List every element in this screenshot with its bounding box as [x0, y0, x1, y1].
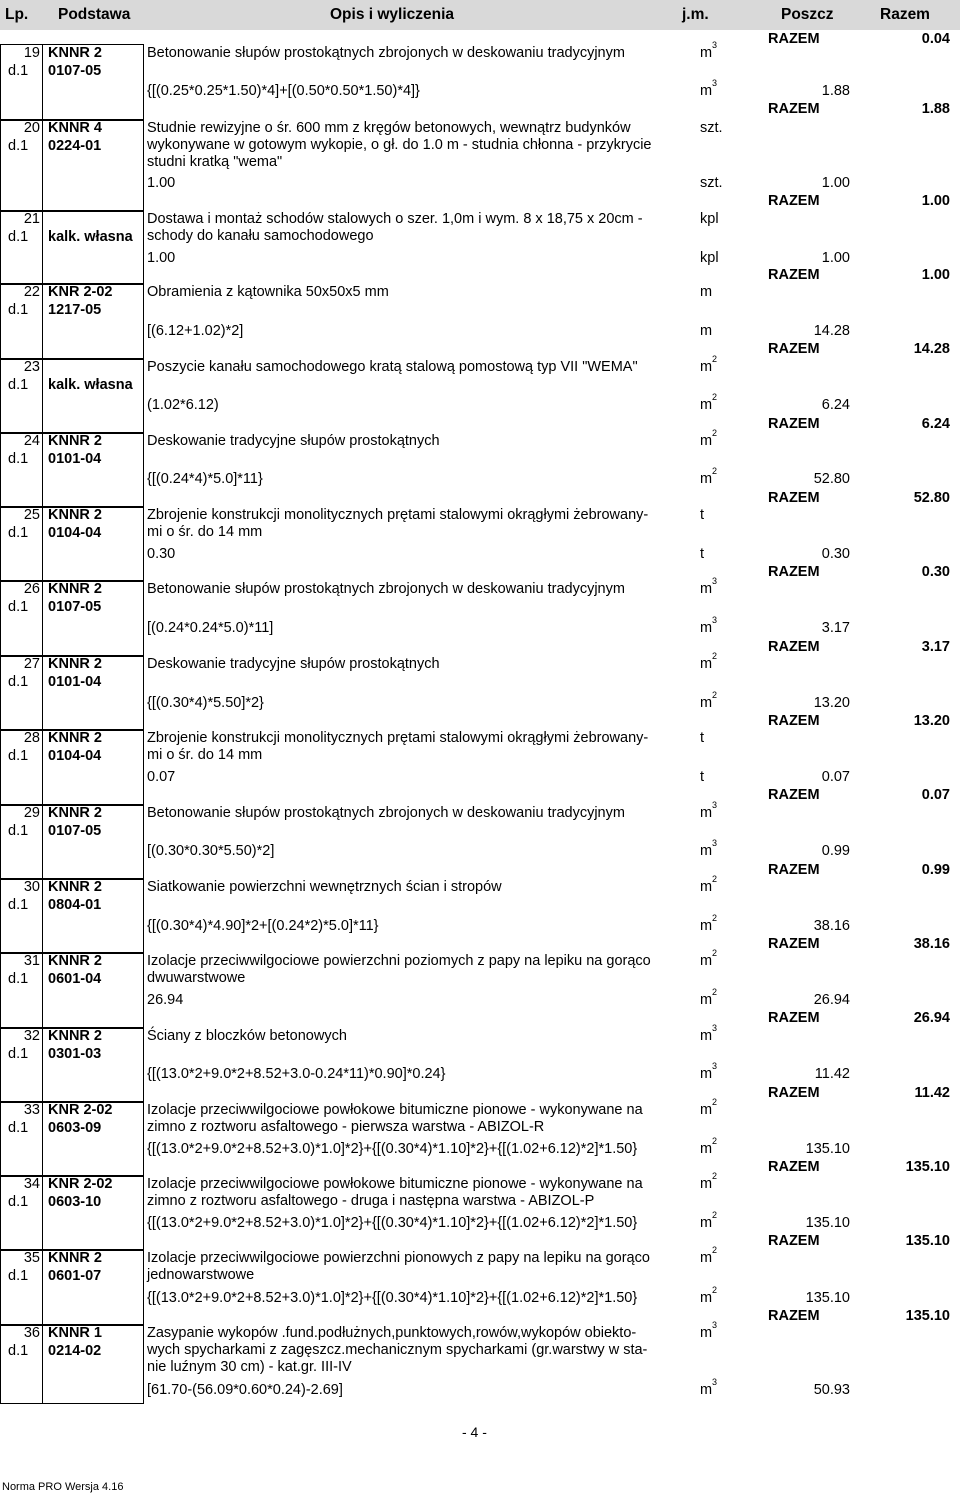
- row-divider: [42, 1027, 43, 1103]
- item-number: 23: [23, 359, 40, 375]
- item-description: schody do kanału samochodowego: [147, 228, 374, 244]
- calc-unit: kpl: [700, 250, 719, 266]
- item-subnumber: d.1: [8, 897, 29, 913]
- item-unit: m: [700, 45, 713, 61]
- item-calculation: {[(13.0*2+9.0*2+8.52+3.0)*1.0]*2}+{[(0.30*4)*1.10]*2}+{[(1.02+6.12)*2]*1.50}: [147, 1215, 638, 1231]
- item-poszcz: 135.10: [805, 1215, 850, 1231]
- razem-value: 135.10: [905, 1159, 950, 1175]
- razem-label: RAZEM: [768, 101, 820, 117]
- row-divider: [42, 729, 43, 806]
- row-divider: [42, 580, 43, 657]
- row-divider: [143, 729, 144, 806]
- razem-label: RAZEM: [768, 787, 820, 803]
- row-divider: [42, 878, 43, 954]
- row-divider: [143, 580, 144, 657]
- razem-value: 1.88: [921, 101, 950, 117]
- item-unit: m: [700, 1028, 713, 1044]
- item-description: mi o śr. do 14 mm: [147, 747, 263, 763]
- item-calculation: 0.30: [147, 546, 176, 562]
- row-divider: [143, 952, 144, 1029]
- item-poszcz: 38.16: [813, 918, 850, 934]
- item-description: Betonowanie słupów prostokątnych zbrojonych w deskowaniu tradycyjnym: [147, 581, 625, 597]
- item-description: jednowarstwowe: [147, 1267, 255, 1283]
- calc-unit: m: [700, 323, 713, 339]
- item-basis-number: 0214-02: [48, 1343, 102, 1359]
- razem-label: RAZEM: [768, 267, 820, 283]
- item-unit: m: [700, 284, 713, 300]
- razem-label: RAZEM: [768, 564, 820, 580]
- row-divider: [42, 1324, 43, 1404]
- item-description: mi o śr. do 14 mm: [147, 524, 263, 540]
- item-description: zimno z roztworu asfaltowego - pierwsza warstwa - ABIZOL-R: [147, 1119, 545, 1135]
- item-basis-code: KNNR 2: [48, 656, 102, 672]
- row-bottom-border: [0, 1403, 144, 1404]
- item-subnumber: d.1: [8, 599, 29, 615]
- razem-label: RAZEM: [768, 416, 820, 432]
- row-divider: [42, 1101, 43, 1177]
- item-subnumber: d.1: [8, 748, 29, 764]
- item-poszcz: 135.10: [805, 1290, 850, 1306]
- item-number: 34: [23, 1176, 40, 1192]
- razem-label: RAZEM: [768, 490, 820, 506]
- row-divider: [143, 655, 144, 731]
- calc-unit: m: [700, 918, 713, 934]
- razem-label: RAZEM: [768, 862, 820, 878]
- item-description: Zasypanie wykopów .fund.podłużnych,punktowych,rowów,wykopów obiekto-: [147, 1325, 637, 1341]
- item-basis-number: 0101-04: [48, 451, 102, 467]
- item-calculation: {[(13.0*2+9.0*2+8.52+3.0-0.24*11)*0.90]*0.24}: [147, 1066, 446, 1082]
- item-basis-number: 0101-04: [48, 674, 102, 690]
- item-description: Zbrojenie konstrukcji monolitycznych prętami stalowymi okrągłymi żebrowany-: [147, 730, 649, 746]
- item-calculation: [61.70-(56.09*0.60*0.24)-2.69]: [147, 1382, 343, 1398]
- header-lp: Lp.: [5, 6, 29, 23]
- item-basis-code: KNR 2-02: [48, 1102, 113, 1118]
- row-divider: [143, 1175, 144, 1251]
- item-number: 19: [23, 45, 40, 61]
- item-number: 26: [23, 581, 40, 597]
- item-poszcz: 14.28: [813, 323, 850, 339]
- item-poszcz: 0.99: [821, 843, 850, 859]
- item-subnumber: d.1: [8, 302, 29, 318]
- item-unit: m: [700, 1250, 713, 1266]
- item-description: Deskowanie tradycyjne słupów prostokątnych: [147, 656, 440, 672]
- page-number: - 4 -: [462, 1424, 487, 1440]
- item-basis-number: 0107-05: [48, 599, 102, 615]
- razem-value: 0.99: [921, 862, 950, 878]
- row-divider: [143, 1027, 144, 1103]
- item-description: Izolacje przeciwwilgociowe powłokowe bitumiczne pionowe - wykonywane na: [147, 1176, 643, 1192]
- item-calculation: {[(0.25*0.25*1.50)*4]+[(0.50*0.50*1.50)*4]}: [147, 83, 420, 99]
- item-number: 25: [23, 507, 40, 523]
- item-number: 36: [23, 1325, 40, 1341]
- row-divider: [143, 358, 144, 434]
- row-divider: [143, 44, 144, 121]
- row-divider: [42, 655, 43, 731]
- row-divider: [143, 432, 144, 508]
- calc-unit: m: [700, 1290, 713, 1306]
- item-description: Betonowanie słupów prostokątnych zbrojonych w deskowaniu tradycyjnym: [147, 45, 625, 61]
- item-subnumber: d.1: [8, 823, 29, 839]
- row-divider: [143, 506, 144, 582]
- item-unit: t: [700, 730, 705, 746]
- item-calculation: 1.00: [147, 250, 176, 266]
- item-unit: m: [700, 581, 713, 597]
- razem-label: RAZEM: [768, 341, 820, 357]
- row-divider: [42, 358, 43, 434]
- row-divider: [42, 119, 43, 212]
- item-subnumber: d.1: [8, 63, 29, 79]
- item-description: wych spycharkami z zagęszcz.mechanicznym spycharkami (gr.warstwy w sta-: [147, 1342, 648, 1358]
- item-basis-code: KNNR 4: [48, 120, 102, 136]
- razem-label: RAZEM: [768, 1233, 820, 1249]
- item-calculation: (1.02*6.12): [147, 397, 219, 413]
- calc-unit: m: [700, 695, 713, 711]
- item-number: 32: [23, 1028, 40, 1044]
- item-basis-number: 0603-09: [48, 1120, 102, 1136]
- item-calculation: [(6.12+1.02)*2]: [147, 323, 244, 339]
- item-subnumber: d.1: [8, 525, 29, 541]
- item-calculation: 0.07: [147, 769, 176, 785]
- item-subnumber: d.1: [8, 1046, 29, 1062]
- item-subnumber: d.1: [8, 229, 29, 245]
- razem-value: 52.80: [913, 490, 950, 506]
- calc-unit: m: [700, 1382, 713, 1398]
- item-calculation: {[(13.0*2+9.0*2+8.52+3.0)*1.0]*2}+{[(0.30*4)*1.10]*2}+{[(1.02+6.12)*2]*1.50}: [147, 1141, 638, 1157]
- calc-unit: m: [700, 83, 713, 99]
- item-subnumber: d.1: [8, 138, 29, 154]
- software-version: Norma PRO Wersja 4.16: [2, 1481, 124, 1493]
- razem-value: 13.20: [913, 713, 950, 729]
- razem-label: RAZEM: [768, 1159, 820, 1175]
- item-poszcz: 1.88: [821, 83, 850, 99]
- item-basis-number: 0107-05: [48, 63, 102, 79]
- razem-label: RAZEM: [768, 1308, 820, 1324]
- row-divider: [42, 432, 43, 508]
- table-header: [0, 0, 960, 30]
- calc-unit: szt.: [700, 175, 723, 191]
- row-divider: [42, 506, 43, 582]
- item-poszcz: 0.30: [821, 546, 850, 562]
- item-basis-code: KNNR 2: [48, 433, 102, 449]
- item-description: zimno z roztworu asfaltowego - druga i następna warstwa - ABIZOL-P: [147, 1193, 595, 1209]
- item-subnumber: d.1: [8, 1268, 29, 1284]
- item-basis-number: 0301-03: [48, 1046, 102, 1062]
- item-basis-code: KNNR 2: [48, 1028, 102, 1044]
- razem-value: 0.04: [921, 31, 950, 47]
- item-basis-code: KNR 2-02: [48, 1176, 113, 1192]
- item-unit: t: [700, 507, 705, 523]
- item-basis-number: kalk. własna: [48, 377, 133, 393]
- calc-unit: m: [700, 1215, 713, 1231]
- item-description: Studnie rewizyjne o śr. 600 mm z kręgów betonowych, wewnątrz budynków: [147, 120, 631, 136]
- item-basis-number: 0601-07: [48, 1268, 102, 1284]
- item-unit: m: [700, 1102, 713, 1118]
- calc-unit: m: [700, 843, 713, 859]
- razem-value: 0.30: [921, 564, 950, 580]
- razem-label: RAZEM: [768, 1085, 820, 1101]
- calc-unit: m: [700, 620, 713, 636]
- row-divider: [42, 1249, 43, 1326]
- item-calculation: {[(13.0*2+9.0*2+8.52+3.0)*1.0]*2}+{[(0.30*4)*1.10]*2}+{[(1.02+6.12)*2]*1.50}: [147, 1290, 638, 1306]
- item-unit: m: [700, 359, 713, 375]
- row-divider: [42, 1175, 43, 1251]
- item-description: Obramienia z kątownika 50x50x5 mm: [147, 284, 389, 300]
- item-description: Zbrojenie konstrukcji monolitycznych prętami stalowymi okrągłymi żebrowany-: [147, 507, 649, 523]
- item-unit: m: [700, 656, 713, 672]
- item-basis-number: 0104-04: [48, 748, 102, 764]
- row-divider: [143, 119, 144, 212]
- row-divider: [143, 1249, 144, 1326]
- razem-value: 0.07: [921, 787, 950, 803]
- item-basis-number: 0104-04: [48, 525, 102, 541]
- item-basis-code: KNNR 2: [48, 507, 102, 523]
- razem-label: RAZEM: [768, 639, 820, 655]
- item-number: 33: [23, 1102, 40, 1118]
- item-number: 29: [23, 805, 40, 821]
- calc-unit: t: [700, 546, 705, 562]
- row-divider: [143, 878, 144, 954]
- item-description: Izolacje przeciwwilgociowe powierzchni poziomych z papy na lepiku na gorąco: [147, 953, 651, 969]
- item-description: Siatkowanie powierzchni wewnętrznych ścian i stropów: [147, 879, 502, 895]
- item-number: 27: [23, 656, 40, 672]
- item-poszcz: 26.94: [813, 992, 850, 1008]
- header-jm: j.m.: [682, 6, 709, 23]
- razem-label: RAZEM: [768, 936, 820, 952]
- item-subnumber: d.1: [8, 377, 29, 393]
- razem-value: 135.10: [905, 1233, 950, 1249]
- item-basis-number: 0224-01: [48, 138, 102, 154]
- item-poszcz: 6.24: [821, 397, 850, 413]
- calc-unit: m: [700, 397, 713, 413]
- item-description: dwuwarstwowe: [147, 970, 246, 986]
- item-unit: m: [700, 433, 713, 449]
- item-number: 21: [23, 211, 40, 227]
- item-poszcz: 1.00: [821, 175, 850, 191]
- item-calculation: {[(0.24*4)*5.0]*11}: [147, 471, 263, 487]
- item-subnumber: d.1: [8, 1194, 29, 1210]
- item-poszcz: 1.00: [821, 250, 850, 266]
- item-basis-code: KNR 2-02: [48, 284, 113, 300]
- item-number: 20: [23, 120, 40, 136]
- calc-unit: m: [700, 1141, 713, 1157]
- razem-value: 135.10: [905, 1308, 950, 1324]
- item-description: wykonywane w gotowym wykopie, o gł. do 1.0 m - studnia chłonna - przykrycie: [147, 137, 652, 153]
- item-description: Izolacje przeciwwilgociowe powłokowe bitumiczne pionowe - wykonywane na: [147, 1102, 643, 1118]
- calc-unit: m: [700, 1066, 713, 1082]
- row-divider: [42, 44, 43, 121]
- razem-value: 26.94: [913, 1010, 950, 1026]
- item-basis-code: KNNR 2: [48, 879, 102, 895]
- item-number: 35: [23, 1250, 40, 1266]
- item-unit: m: [700, 953, 713, 969]
- item-basis-number: 0107-05: [48, 823, 102, 839]
- item-basis-number: 1217-05: [48, 302, 102, 318]
- item-unit: m: [700, 879, 713, 895]
- header-razem: Razem: [880, 6, 930, 23]
- item-poszcz: 135.10: [805, 1141, 850, 1157]
- item-subnumber: d.1: [8, 971, 29, 987]
- item-basis-number: kalk. własna: [48, 229, 133, 245]
- item-calculation: {[(0.30*4)*5.50]*2}: [147, 695, 264, 711]
- item-unit: szt.: [700, 120, 723, 136]
- item-number: 31: [23, 953, 40, 969]
- item-basis-code: KNNR 2: [48, 730, 102, 746]
- item-basis-number: 0804-01: [48, 897, 102, 913]
- header-podstawa: Podstawa: [58, 6, 131, 23]
- razem-value: 38.16: [913, 936, 950, 952]
- calc-unit: m: [700, 992, 713, 1008]
- razem-label: RAZEM: [768, 713, 820, 729]
- item-poszcz: 3.17: [821, 620, 850, 636]
- item-basis-code: KNNR 2: [48, 1250, 102, 1266]
- row-divider: [42, 210, 43, 285]
- row-divider: [143, 210, 144, 285]
- item-description: Deskowanie tradycyjne słupów prostokątnych: [147, 433, 440, 449]
- item-subnumber: d.1: [8, 674, 29, 690]
- item-calculation: [(0.30*0.30*5.50)*2]: [147, 843, 275, 859]
- row-divider: [143, 1324, 144, 1404]
- item-number: 24: [23, 433, 40, 449]
- item-subnumber: d.1: [8, 1343, 29, 1359]
- item-calculation: 26.94: [147, 992, 184, 1008]
- item-poszcz: 50.93: [813, 1382, 850, 1398]
- item-basis-code: KNNR 2: [48, 805, 102, 821]
- item-unit: kpl: [700, 211, 719, 227]
- razem-value: 1.00: [921, 193, 950, 209]
- row-divider: [42, 804, 43, 880]
- item-unit: m: [700, 1176, 713, 1192]
- item-number: 28: [23, 730, 40, 746]
- item-description: Poszycie kanału samochodowego kratą stalową pomostową typ VII "WEMA": [147, 359, 638, 375]
- razem-label: RAZEM: [768, 1010, 820, 1026]
- item-subnumber: d.1: [8, 1120, 29, 1136]
- item-description: studni kratką "wema": [147, 154, 283, 170]
- item-basis-code: KNNR 1: [48, 1325, 102, 1341]
- row-divider: [143, 283, 144, 360]
- item-description: Ściany z bloczków betonowych: [147, 1028, 347, 1044]
- razem-label: RAZEM: [768, 193, 820, 209]
- item-calculation: [(0.24*0.24*5.0)*11]: [147, 620, 274, 636]
- item-basis-number: 0601-04: [48, 971, 102, 987]
- razem-value: 11.42: [914, 1085, 950, 1101]
- item-basis-number: 0603-10: [48, 1194, 102, 1210]
- item-description: Izolacje przeciwwilgociowe powierzchni pionowych z papy na lepiku na gorąco: [147, 1250, 650, 1266]
- item-number: 30: [23, 879, 40, 895]
- item-poszcz: 13.20: [813, 695, 850, 711]
- item-basis-code: KNNR 2: [48, 45, 102, 61]
- calc-unit: m: [700, 471, 713, 487]
- calc-unit: t: [700, 769, 705, 785]
- razem-value: 3.17: [921, 639, 950, 655]
- razem-label: RAZEM: [768, 31, 820, 47]
- item-poszcz: 11.42: [814, 1066, 850, 1082]
- item-number: 22: [23, 284, 40, 300]
- header-poszcz: Poszcz: [781, 6, 834, 23]
- item-subnumber: d.1: [8, 451, 29, 467]
- item-basis-code: KNNR 2: [48, 953, 102, 969]
- row-divider: [143, 1101, 144, 1177]
- item-unit: m: [700, 805, 713, 821]
- row-divider: [42, 952, 43, 1029]
- item-basis-code: KNNR 2: [48, 581, 102, 597]
- item-calculation: 1.00: [147, 175, 176, 191]
- razem-value: 14.28: [913, 341, 950, 357]
- item-description: Betonowanie słupów prostokątnych zbrojonych w deskowaniu tradycyjnym: [147, 805, 625, 821]
- item-description: nie luźnym 30 cm) - kat.gr. III-IV: [147, 1359, 352, 1375]
- item-poszcz: 0.07: [821, 769, 850, 785]
- item-description: Dostawa i montaż schodów stalowych o szer. 1,0m i wym. 8 x 18,75 x 20cm -: [147, 211, 643, 227]
- item-poszcz: 52.80: [813, 471, 850, 487]
- item-unit: m: [700, 1325, 713, 1341]
- razem-value: 1.00: [921, 267, 950, 283]
- header-opis: Opis i wyliczenia: [330, 6, 455, 23]
- item-calculation: {[(0.30*4)*4.90]*2+[(0.24*2)*5.0]*11}: [147, 918, 379, 934]
- row-divider: [143, 804, 144, 880]
- razem-value: 6.24: [921, 416, 950, 432]
- row-divider: [42, 283, 43, 360]
